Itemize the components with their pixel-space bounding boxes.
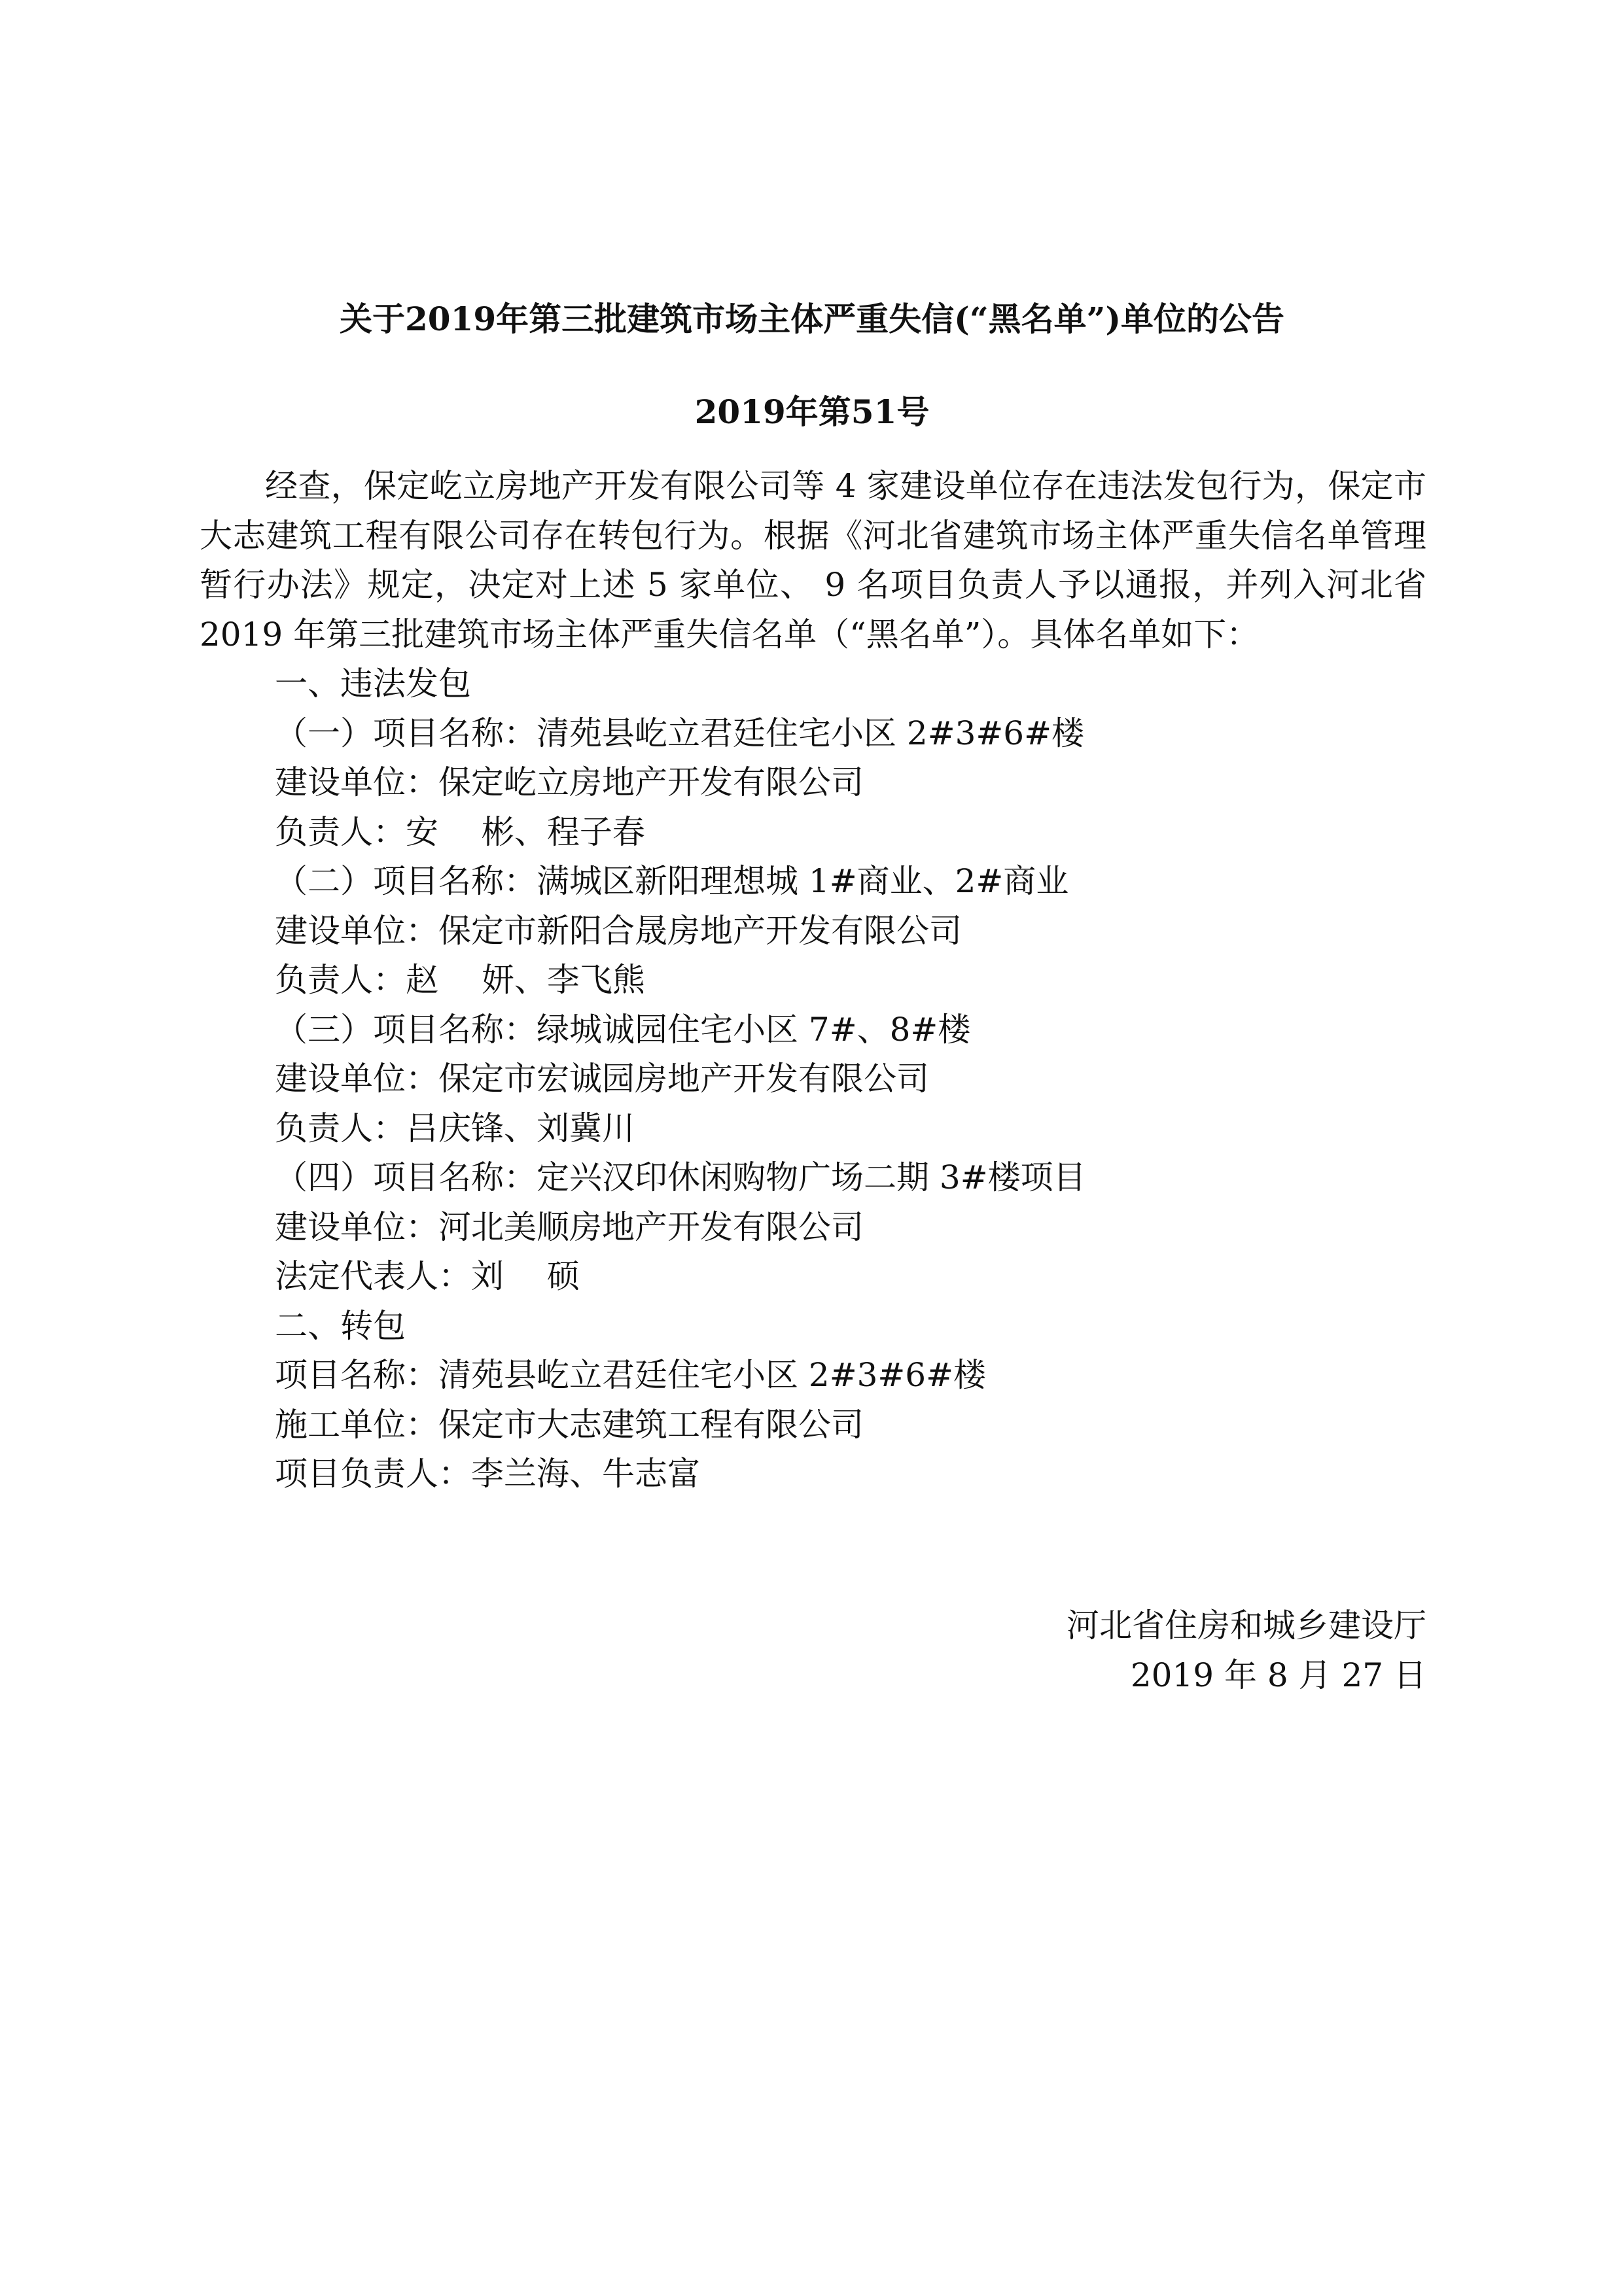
project-3-developer: 建设单位：保定市宏诚园房地产开发有限公司: [275, 1060, 929, 1098]
section-heading-subcontracting: 二、转包: [275, 1306, 406, 1345]
project-2-name: （二）项目名称：满城区新阳理想城 1#商业、2#商业: [275, 862, 1069, 900]
subcontract-project-name: 项目名称：清苑县屹立君廷住宅小区 2#3#6#楼: [275, 1356, 987, 1394]
project-1-developer: 建设单位：保定屹立房地产开发有限公司: [275, 763, 864, 801]
document-number: 2019年第51号: [694, 392, 930, 431]
project-2-responsible: 负责人：赵 妍、李飞熊: [275, 961, 645, 999]
subcontract-builder: 施工单位：保定市大志建筑工程有限公司: [275, 1405, 864, 1444]
document-body: [200, 462, 1426, 1499]
document-title: 关于2019年第三批建筑市场主体严重失信(“黑名单”)单位的公告: [340, 300, 1284, 338]
project-1-name: （一）项目名称：清苑县屹立君廷住宅小区 2#3#6#楼: [275, 714, 1085, 752]
signoff-block: [1067, 1601, 1426, 1700]
project-4-legal-representative: 法定代表人：刘 硕: [275, 1257, 580, 1295]
project-4-developer: 建设单位：河北美顺房地产开发有限公司: [275, 1208, 864, 1246]
project-1-responsible: 负责人：安 彬、程子春: [275, 812, 645, 851]
project-3-responsible: 负责人：吕庆锋、刘冀川: [275, 1109, 635, 1147]
subcontract-project-responsible: 项目负责人：李兰海、牛志富: [275, 1455, 700, 1493]
section-heading-illegal-contracting: 一、违法发包: [275, 665, 471, 703]
intro-paragraph: 经查，保定屹立房地产开发有限公司等 4 家建设单位存在违法发包行为，保定市大志建筑工程有限公司存在转包行为。根据《河北省建筑市场主体严重失信名单管理暂行办法》规定，决定对上述 5 家单位、 9 名项目负责人予以通报，并列入河北省 2019 年第三批建筑市场主体严重失信名单（“黑名单”）。具体名单如下：: [200, 467, 1426, 653]
project-2-developer: 建设单位：保定市新阳合晟房地产开发有限公司: [275, 911, 962, 950]
project-3-name: （三）项目名称：绿城诚园住宅小区 7#、8#楼: [275, 1010, 971, 1049]
project-4-name: （四）项目名称：定兴汉印休闲购物广场二期 3#楼项目: [275, 1158, 1086, 1196]
issuer-name: 河北省住房和城乡建设厅: [1067, 1607, 1426, 1644]
issue-date: 2019 年 8 月 27 日: [1130, 1656, 1426, 1694]
